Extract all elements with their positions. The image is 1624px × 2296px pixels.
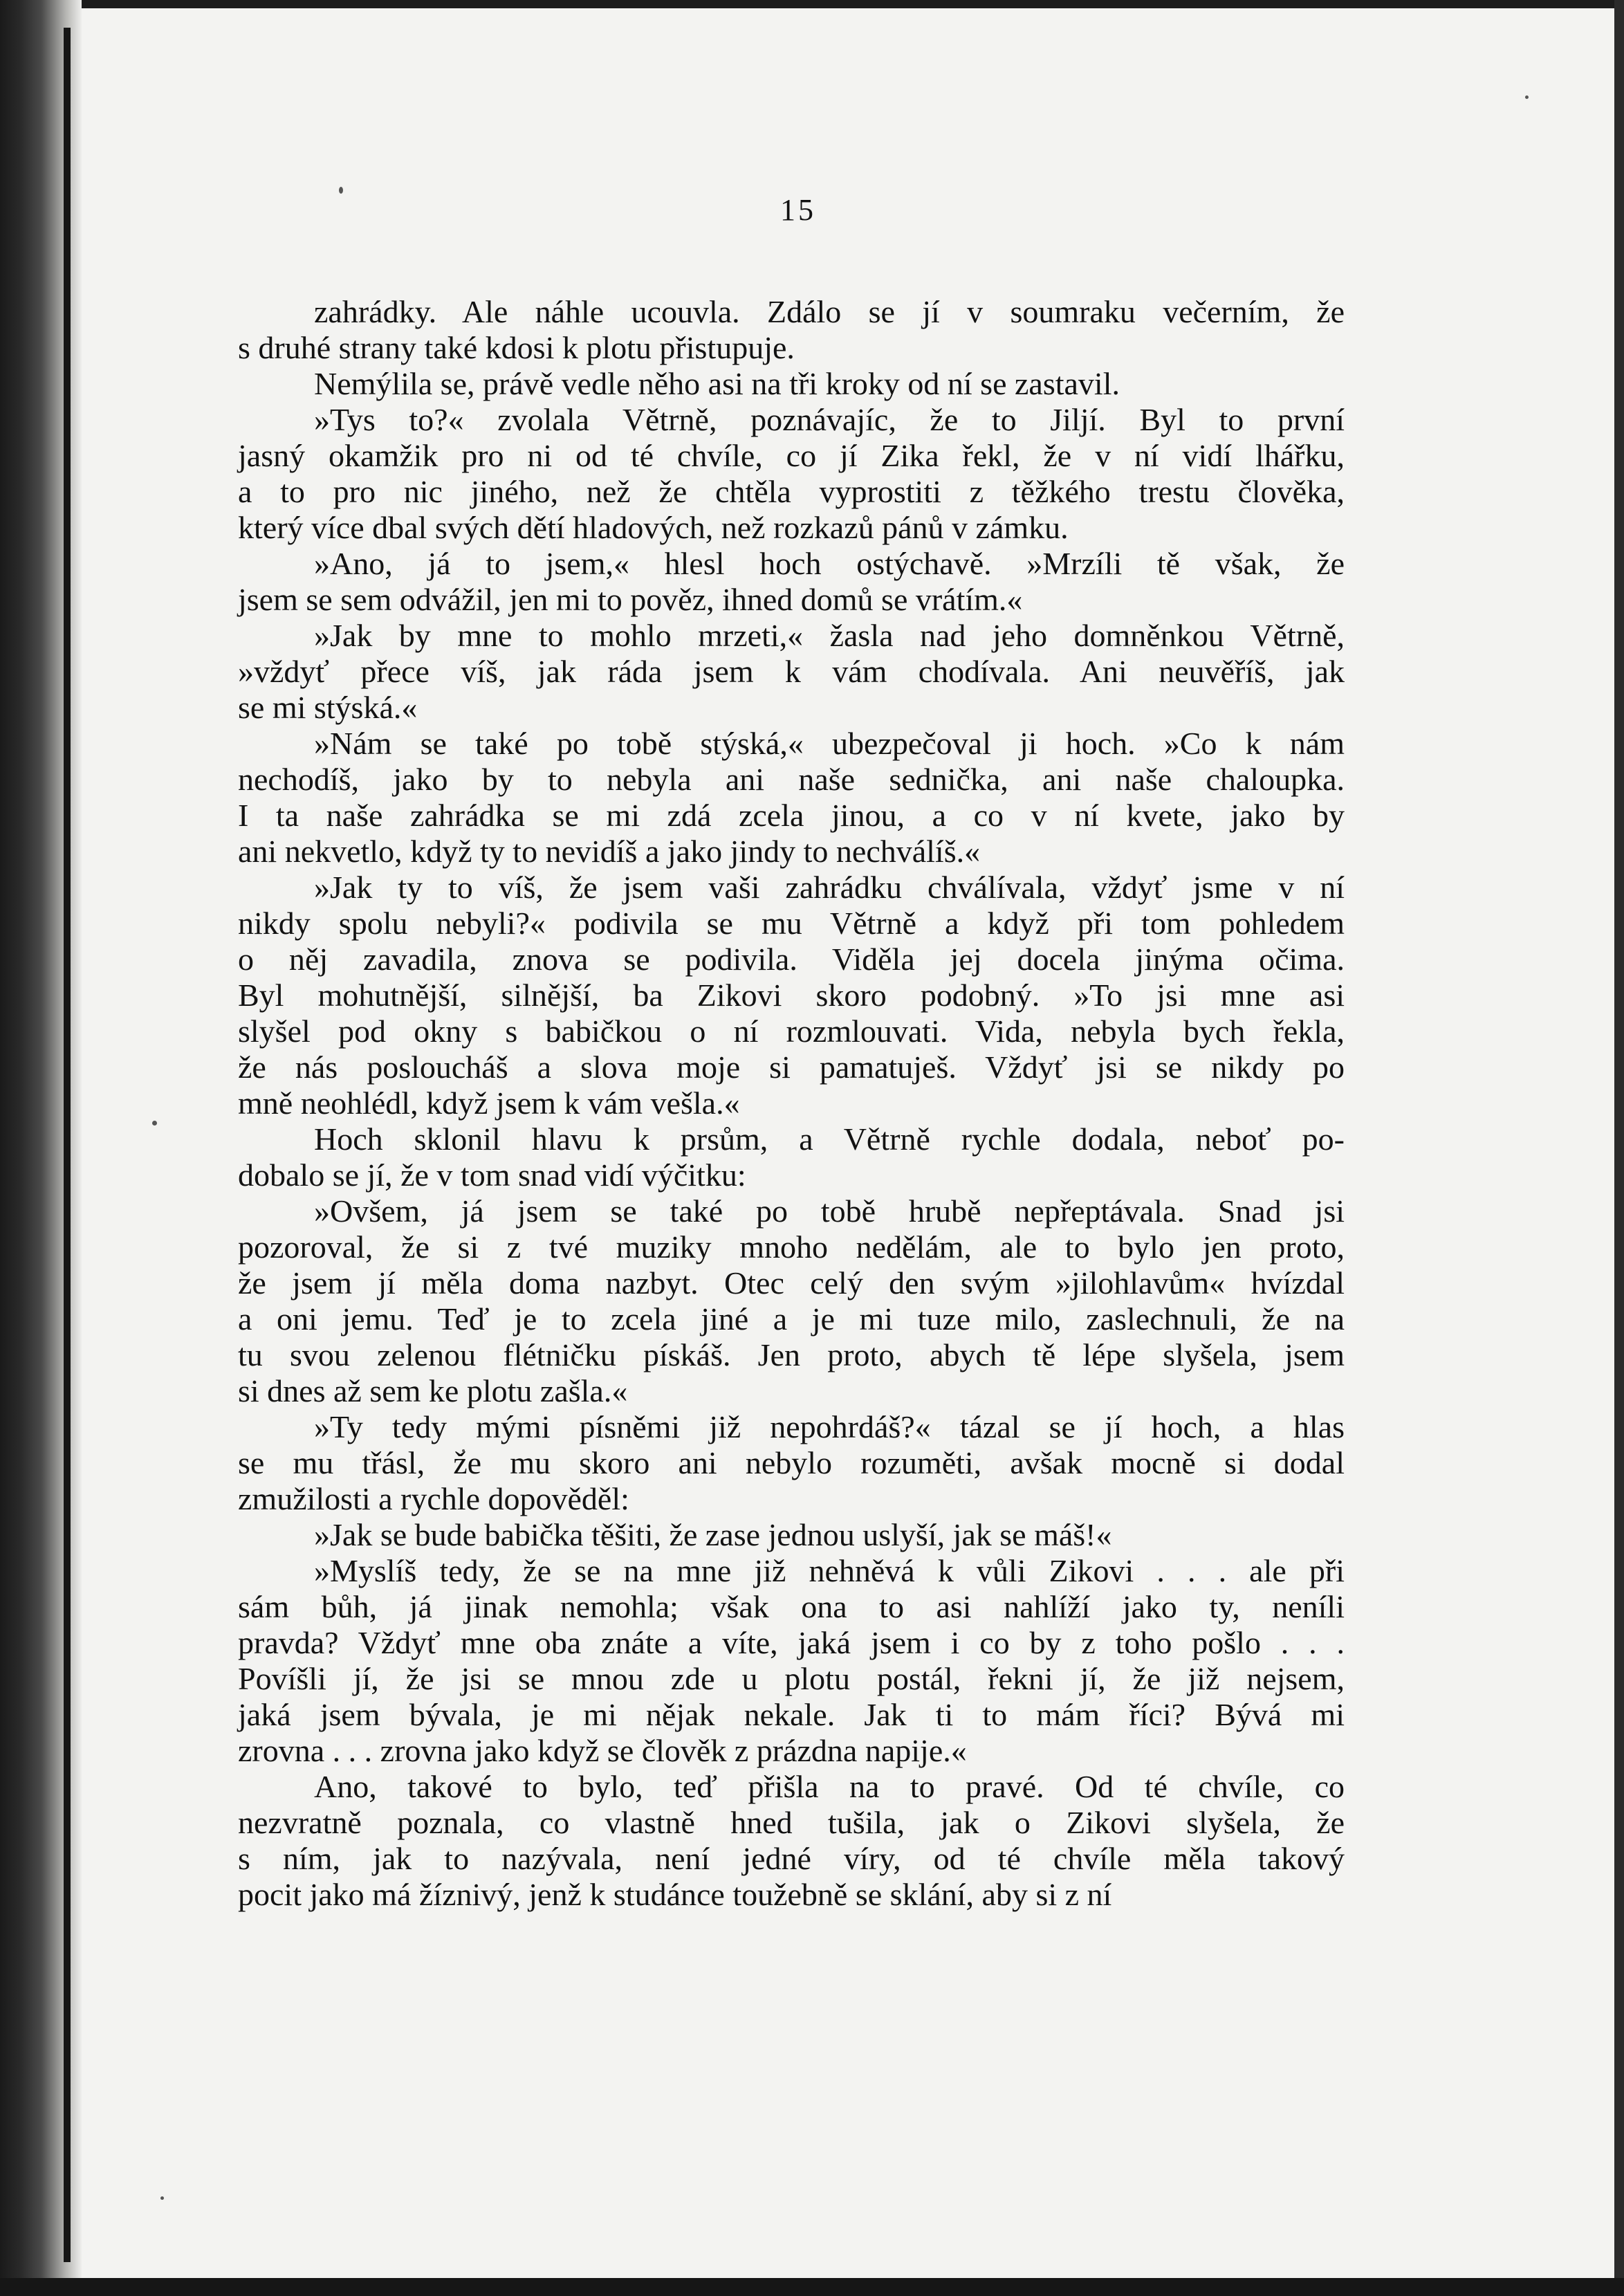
text-line: který více dbal svých dětí hladových, než rozkazů pánů v zámku. xyxy=(238,510,1069,545)
text-line: pocit jako má žíznivý, jenž k studánce toužebně se sklání, aby si z ní xyxy=(238,1877,1112,1912)
text-line: tu svou zelenou flétničku pískáš. Jen proto, abych tě lépe slyšela, jsem xyxy=(238,1337,1345,1372)
text-line: jasný okamžik pro ni od té chvíle, co jí Zika řekl, že v ní vidí lhářku, xyxy=(238,438,1345,473)
paragraph xyxy=(238,1121,1345,1193)
text-line: se mi stýská.« xyxy=(238,690,418,725)
text-line: že jsem jí měla doma nazbyt. Otec celý den svým »jilohlavům« hvízdal xyxy=(238,1265,1345,1301)
text-line: I ta naše zahrádka se mi zdá zcela jinou, a co v ní kvete, jako by xyxy=(238,798,1345,833)
text-line: Nemýlila se, právě vedle něho asi na tři kroky od ní se zastavil. xyxy=(314,366,1120,401)
paragraph xyxy=(238,1409,1345,1517)
text-line: s druhé strany také kdosi k plotu přistupuje. xyxy=(238,330,795,365)
paragraph xyxy=(238,726,1345,870)
page-number: 15 xyxy=(780,193,816,227)
text-line: Byl mohutnější, silnější, ba Zikovi skoro podobný. »To jsi mne asi xyxy=(238,977,1345,1013)
paragraph xyxy=(238,1769,1345,1913)
page-bottom-edge xyxy=(0,2278,1624,2296)
text-line: se mu třásl, že mu skoro ani nebylo rozuměti, avšak mocně si dodal xyxy=(238,1445,1345,1480)
text-line: nezvratně poznala, co vlastně hned tušila, jak o Zikovi slyšela, že xyxy=(238,1805,1345,1840)
text-line: »Jak by mne to mohlo mrzeti,« žasla nad jeho domněnkou Větrně, xyxy=(314,618,1345,653)
text-line: dobalo se jí, že v tom snad vidí výčitku: xyxy=(238,1157,746,1193)
text-line: mně neohlédl, když jsem k vám vešla.« xyxy=(238,1085,740,1121)
binding-edge xyxy=(64,28,71,2262)
text-line: pravda? Vždyť mne oba znáte a víte, jaká jsem i co by z toho pošlo . . . xyxy=(238,1625,1345,1660)
text-line: si dnes až sem ke plotu zašla.« xyxy=(238,1373,628,1408)
text-line: Hoch sklonil hlavu k prsům, a Větrně rychle dodala, neboť po- xyxy=(314,1121,1345,1157)
text-line: »Nám se také po tobě stýská,« ubezpečoval ji hoch. »Co k nám xyxy=(314,726,1345,761)
text-line: a oni jemu. Teď je to zcela jiné a je mi tuze milo, zaslechnuli, že na xyxy=(238,1301,1345,1337)
paper-speck xyxy=(160,2196,164,2200)
text-line: »Myslíš tedy, že se na mne již nehněvá k vůli Zikovi . . . ale při xyxy=(314,1553,1345,1588)
page-right-edge xyxy=(1614,0,1624,2296)
text-line: jaká jsem bývala, je mi nějak nekale. Jak ti to mám říci? Bývá mi xyxy=(238,1697,1345,1732)
text-line: Povíšli jí, že jsi se mnou zde u plotu postál, řekni jí, že již nejsem, xyxy=(238,1661,1345,1696)
text-line: s ním, jak to nazývala, není jedné víry, od té chvíle měla takový xyxy=(238,1841,1345,1876)
paragraph xyxy=(238,1553,1345,1769)
paragraph xyxy=(238,366,1345,402)
text-line: nechodíš, jako by to nebyla ani naše sednička, ani naše chaloupka. xyxy=(238,762,1345,797)
paragraph xyxy=(238,870,1345,1121)
text-line: zrovna . . . zrovna jako když se člověk z prázdna napije.« xyxy=(238,1733,967,1768)
paragraph xyxy=(238,1517,1345,1553)
text-line: sám bůh, já jinak nemohla; však ona to asi nahlíží jako ty, neníli xyxy=(238,1589,1345,1624)
text-line: o něj zavadila, znova se podivila. Viděla jej docela jinýma očima. xyxy=(238,942,1345,977)
text-line: »Ano, já to jsem,« hlesl hoch ostýchavě. »Mrzíli tě však, že xyxy=(314,546,1345,581)
text-line: »Jak se bude babička těšiti, že zase jednou uslyší, jak se máš!« xyxy=(314,1517,1112,1552)
page-top-edge xyxy=(0,0,1624,8)
paper-speck xyxy=(339,187,343,194)
text-line: zmužilosti a rychle dopověděl: xyxy=(238,1481,629,1516)
text-line: »vždyť přece víš, jak ráda jsem k vám chodívala. Ani neuvěříš, jak xyxy=(238,654,1345,689)
text-line: a to pro nic jiného, než že chtěla vyprostiti z těžkého trestu člověka, xyxy=(238,474,1345,509)
text-line: »Jak ty to víš, že jsem vaši zahrádku chválívala, vždyť jsme v ní xyxy=(314,870,1345,905)
text-line: »Tys to?« zvolala Větrně, poznávajíc, že to Jiljí. Byl to první xyxy=(314,402,1345,437)
paragraph xyxy=(238,1193,1345,1409)
text-line: zahrádky. Ale náhle ucouvla. Zdálo se jí v soumraku večerním, že xyxy=(314,294,1345,329)
paper-speck xyxy=(1525,95,1529,99)
paragraph xyxy=(238,546,1345,618)
paper-speck xyxy=(152,1121,157,1126)
text-line: »Ty tedy mými písněmi již nepohrdáš?« tázal se jí hoch, a hlas xyxy=(314,1409,1345,1444)
body-text xyxy=(238,294,1345,1913)
text-line: jsem se sem odvážil, jen mi to pověz, ihned domů se vrátím.« xyxy=(238,582,1023,617)
paragraph xyxy=(238,294,1345,366)
text-line: ani nekvetlo, když ty to nevidíš a jako jindy to nechválíš.« xyxy=(238,834,981,869)
paragraph xyxy=(238,402,1345,546)
text-line: »Ovšem, já jsem se také po tobě hrubě nepřeptávala. Snad jsi xyxy=(314,1193,1345,1229)
text-line: nikdy spolu nebyli?« podivila se mu Větrně a když při tom pohledem xyxy=(238,906,1345,941)
text-line: slyšel pod okny s babičkou o ní rozmlouvati. Vida, nebyla bych řekla, xyxy=(238,1013,1345,1049)
text-line: Ano, takové to bylo, teď přišla na to pravé. Od té chvíle, co xyxy=(314,1769,1345,1804)
text-line: že nás posloucháš a slova moje si pamatuješ. Vždyť jsi se nikdy po xyxy=(238,1049,1345,1085)
paragraph xyxy=(238,618,1345,726)
text-line: pozoroval, že si z tvé muziky mnoho nedělám, ale to bylo jen proto, xyxy=(238,1229,1345,1265)
